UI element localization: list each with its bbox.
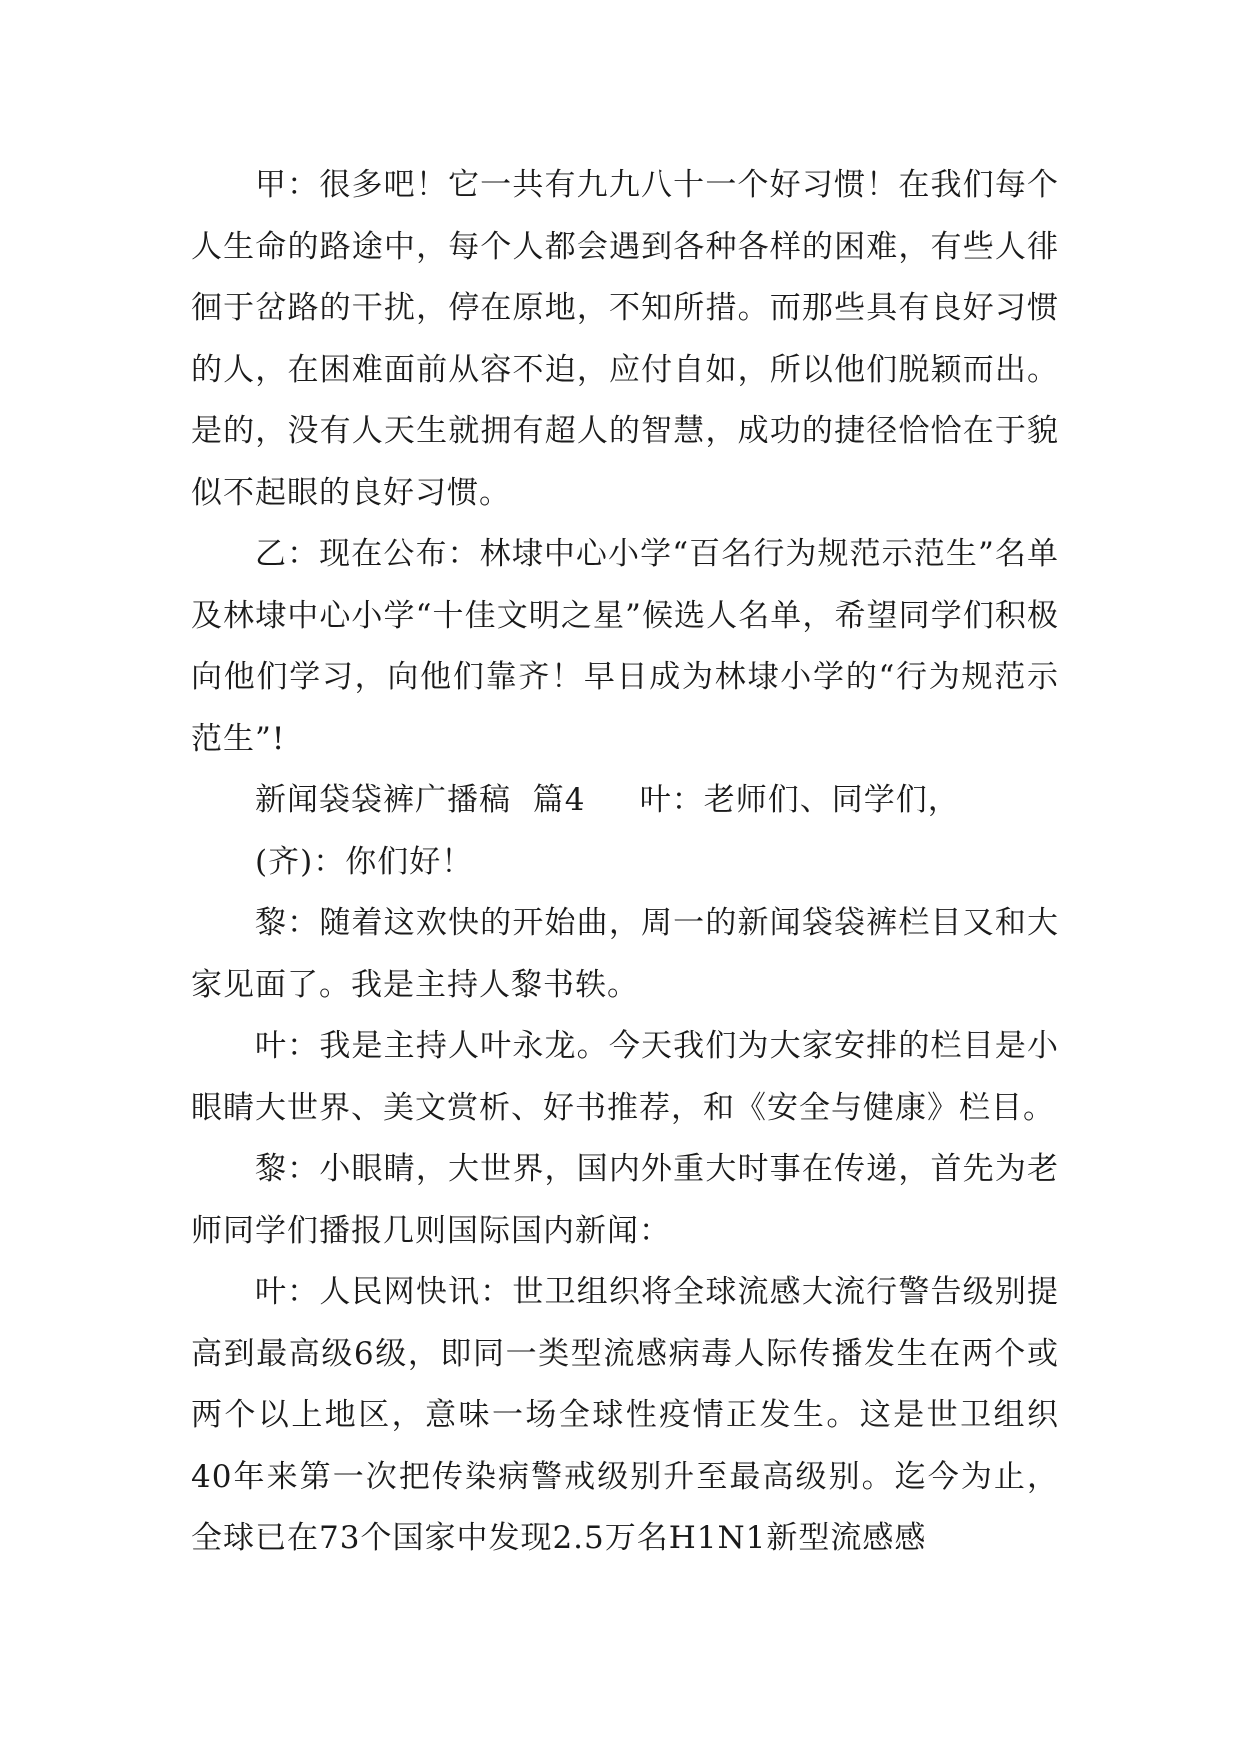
- paragraph-yi-announcement: 乙：现在公布：林埭中心小学“百名行为规范示范生”名单及林埭中心小学“十佳文明之星”候选人名单，希望同学们积极向他们学习，向他们靠齐！早日成为林埭小学的“行为规范示范生”!: [191, 536, 1059, 757]
- paragraph-li-news: 黎：小眼睛，大世界，国内外重大时事在传递，首先为老师同学们播报几则国际国内新闻：: [191, 1151, 1059, 1249]
- paragraph-greeting: (齐)：你们好！: [255, 843, 474, 880]
- document-body: [191, 155, 1059, 1570]
- paragraph-section-heading: 新闻袋袋裤广播稿 篇4 叶：老师们、同学们，: [255, 782, 960, 818]
- paragraph-li-intro: 黎：随着这欢快的开始曲，周一的新闻袋袋裤栏目又和大家见面了。我是主持人黎书轶。: [191, 905, 1059, 1003]
- paragraph-jia-habits: 甲：很多吧！它一共有九九八十一个好习惯！在我们每个人生命的路途中，每个人都会遇到各种各样的困难，有些人徘徊于岔路的干扰，停在原地，不知所措。而那些具有良好习惯的人，在困难面前从容不迫，应付自如，所以他们脱颖而出。是的，没有人天生就拥有超人的智慧，成功的捷径恰恰在于貌似不起眼的良好习惯。: [191, 167, 1059, 511]
- paragraph-ye-intro: 叶：我是主持人叶永龙。今天我们为大家安排的栏目是小眼睛大世界、美文赏析、好书推荐，和《安全与健康》栏目。: [191, 1028, 1059, 1126]
- paragraph-ye-flu-news: 叶：人民网快讯：世卫组织将全球流感大流行警告级别提高到最高级6级，即同一类型流感病毒人际传播发生在两个或两个以上地区，意味一场全球性疫情正发生。这是世卫组织40年来第一次把传染病警戒级别升至最高级别。迄今为止，全球已在73个国家中发现2.5万名H1N1新型流感感: [191, 1274, 1059, 1556]
